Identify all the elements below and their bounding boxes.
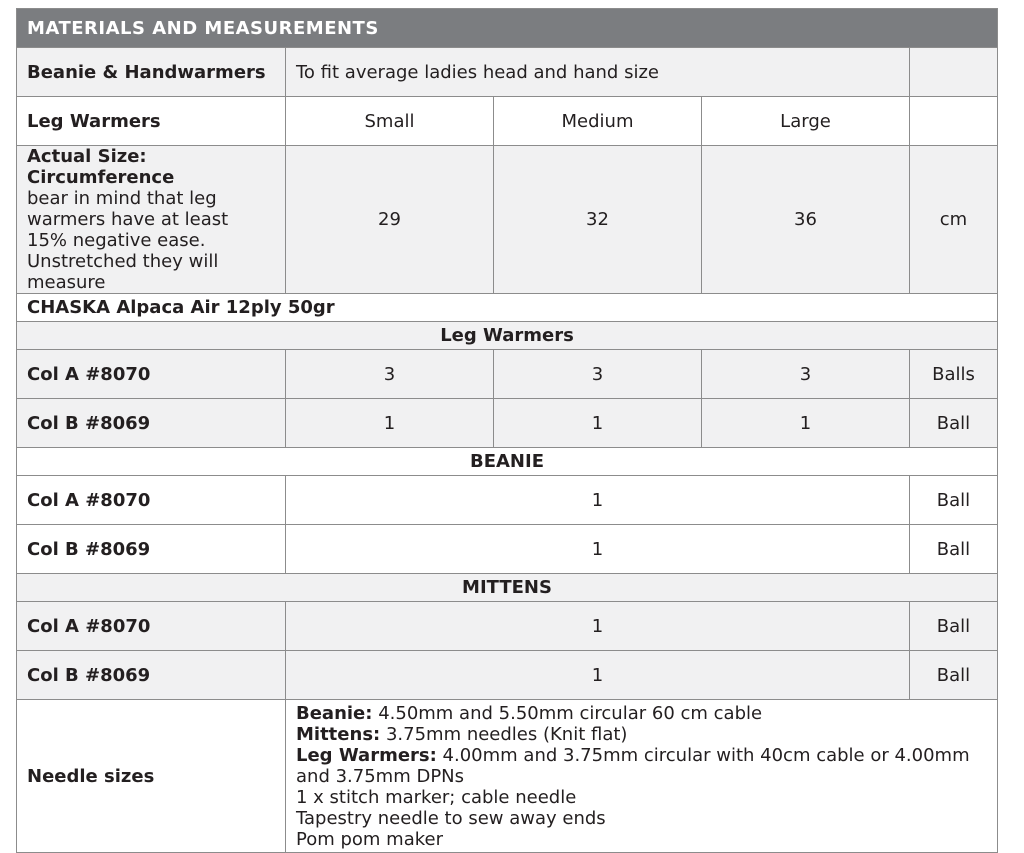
qty-cell: 1 bbox=[286, 602, 910, 651]
qty-medium: 1 bbox=[494, 399, 702, 448]
row-label: Beanie & Handwarmers bbox=[17, 48, 286, 97]
qty-cell: 1 bbox=[286, 525, 910, 574]
beanie-col-a-row bbox=[17, 476, 998, 525]
needle-beanie-text: 4.50mm and 5.50mm circular 60 cm cable bbox=[372, 702, 763, 724]
stitch-marker-line: 1 x stitch marker; cable needle bbox=[296, 786, 577, 808]
row-label: Col B #8069 bbox=[17, 399, 286, 448]
needle-leg-line bbox=[296, 745, 987, 787]
unit-cell: Ball bbox=[910, 602, 998, 651]
mittens-col-a-row bbox=[17, 602, 998, 651]
section-heading: Leg Warmers bbox=[17, 322, 998, 350]
actual-size-heading: Actual Size: bbox=[27, 146, 147, 167]
qty-small: 1 bbox=[286, 399, 494, 448]
actual-size-row bbox=[17, 146, 998, 294]
size-large: Large bbox=[702, 97, 910, 146]
size-large-value: 36 bbox=[702, 146, 910, 294]
section-heading: MITTENS bbox=[17, 574, 998, 602]
needle-leg-label: Leg Warmers: bbox=[296, 744, 437, 766]
empty-cell bbox=[910, 48, 998, 97]
mittens-col-b-row bbox=[17, 651, 998, 700]
unit-cell: cm bbox=[910, 146, 998, 294]
unit-cell: Ball bbox=[910, 399, 998, 448]
qty-small: 3 bbox=[286, 350, 494, 399]
qty-large: 1 bbox=[702, 399, 910, 448]
section-heading: BEANIE bbox=[17, 448, 998, 476]
needle-beanie-label: Beanie: bbox=[296, 702, 373, 724]
section-beanie bbox=[17, 448, 998, 476]
yarn-name: CHASKA Alpaca Air 12ply 50gr bbox=[17, 294, 998, 322]
beanie-col-b-row bbox=[17, 525, 998, 574]
size-medium-value: 32 bbox=[494, 146, 702, 294]
actual-size-label bbox=[17, 146, 286, 294]
row-label: Needle sizes bbox=[17, 700, 286, 853]
qty-medium: 3 bbox=[494, 350, 702, 399]
tapestry-needle-line: Tapestry needle to sew away ends bbox=[296, 807, 606, 829]
qty-large: 3 bbox=[702, 350, 910, 399]
beanie-handwarmers-row bbox=[17, 48, 998, 97]
size-small: Small bbox=[286, 97, 494, 146]
leg-col-a-row bbox=[17, 350, 998, 399]
leg-warmers-sizes-row bbox=[17, 97, 998, 146]
unit-cell: Ball bbox=[910, 476, 998, 525]
pom-pom-line: Pom pom maker bbox=[296, 828, 443, 850]
unit-cell: Balls bbox=[910, 350, 998, 399]
fit-description: To fit average ladies head and hand size bbox=[286, 48, 910, 97]
row-label: Col A #8070 bbox=[17, 476, 286, 525]
materials-table bbox=[16, 8, 998, 853]
yarn-row bbox=[17, 294, 998, 322]
needle-mittens-text: 3.75mm needles (Knit flat) bbox=[380, 723, 628, 745]
ease-note: bear in mind that leg warmers have at least 15% negative ease. Unstretched they will measure bbox=[27, 188, 229, 293]
row-label: Col B #8069 bbox=[17, 651, 286, 700]
table-title: MATERIALS AND MEASUREMENTS bbox=[17, 9, 998, 48]
needle-leg-text: 4.00mm and 3.75mm circular with 40cm cable or 4.00mm and 3.75mm DPNs bbox=[296, 744, 970, 787]
row-label: Col A #8070 bbox=[17, 602, 286, 651]
leg-col-b-row bbox=[17, 399, 998, 448]
row-label: Col B #8069 bbox=[17, 525, 286, 574]
size-medium: Medium bbox=[494, 97, 702, 146]
section-mittens bbox=[17, 574, 998, 602]
table-header-row bbox=[17, 9, 998, 48]
section-leg-warmers bbox=[17, 322, 998, 350]
needle-beanie-line bbox=[296, 703, 987, 724]
qty-cell: 1 bbox=[286, 651, 910, 700]
unit-cell: Ball bbox=[910, 651, 998, 700]
needle-mittens-line bbox=[296, 724, 987, 745]
row-label: Col A #8070 bbox=[17, 350, 286, 399]
circumference-heading: Circumference bbox=[27, 167, 175, 188]
needle-details bbox=[286, 700, 998, 853]
needle-sizes-row bbox=[17, 700, 998, 853]
row-label: Leg Warmers bbox=[17, 97, 286, 146]
unit-cell: Ball bbox=[910, 525, 998, 574]
empty-cell bbox=[910, 97, 998, 146]
qty-cell: 1 bbox=[286, 476, 910, 525]
size-small-value: 29 bbox=[286, 146, 494, 294]
needle-mittens-label: Mittens: bbox=[296, 723, 381, 745]
